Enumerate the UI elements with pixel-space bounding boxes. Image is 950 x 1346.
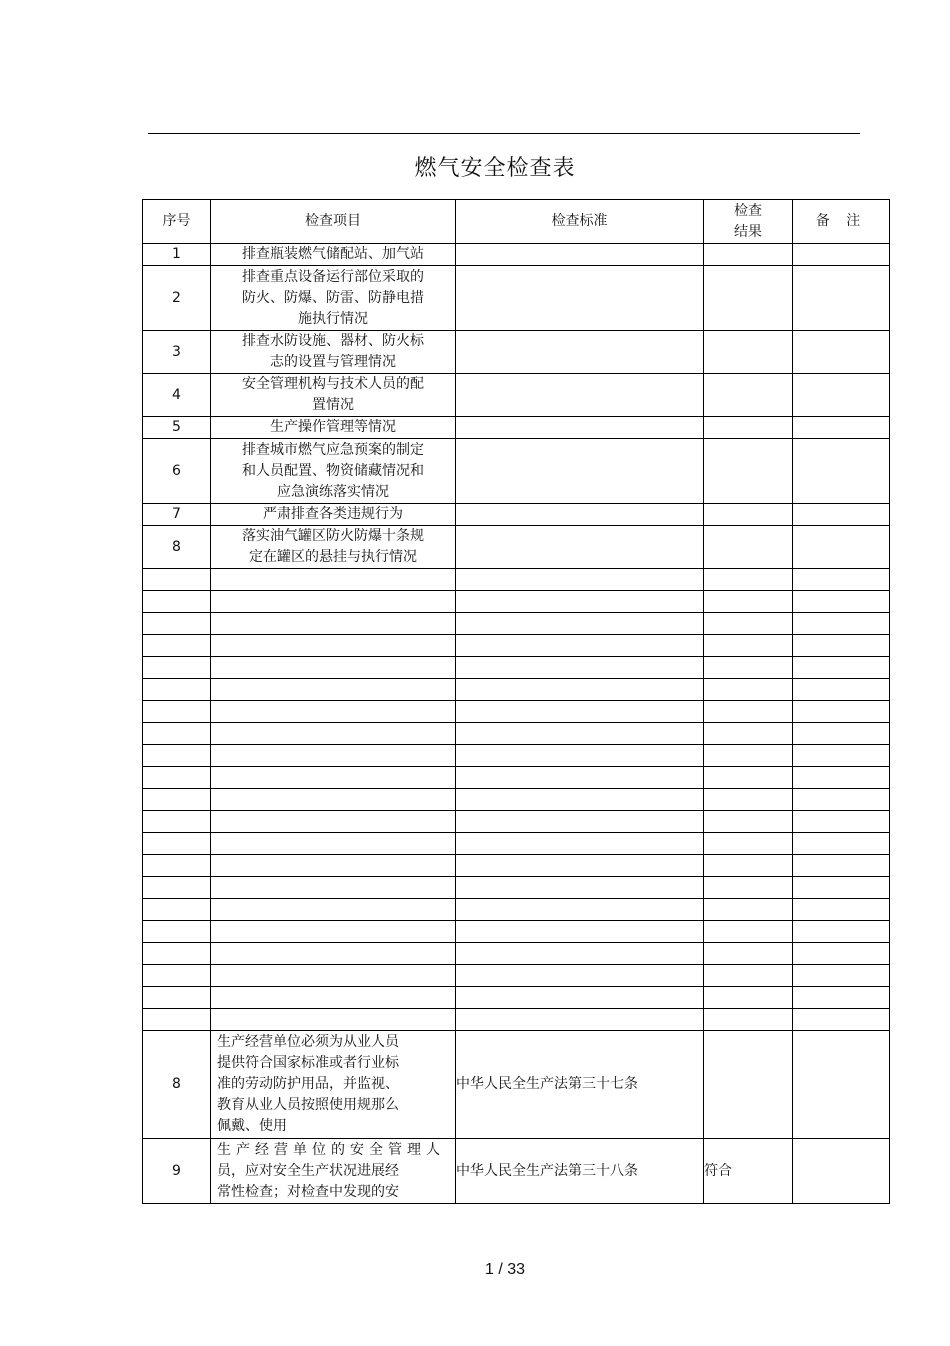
empty-cell (704, 613, 793, 635)
empty-cell (793, 833, 890, 855)
empty-cell (793, 921, 890, 943)
empty-cell (704, 1009, 793, 1031)
empty-cell (456, 833, 704, 855)
empty-cell (143, 613, 211, 635)
empty-row (143, 657, 890, 679)
empty-cell (456, 613, 704, 635)
empty-cell (456, 591, 704, 613)
inspection-standard: 中华人民全生产法第三十八条 (456, 1139, 704, 1204)
inspection-item (211, 526, 456, 569)
empty-cell (143, 811, 211, 833)
column-header-no: 序号 (143, 200, 211, 244)
inspection-item-line: 安全管理机构与技术人员的配 (242, 376, 424, 392)
inspection-item (211, 1031, 456, 1139)
column-header-result-line2: 结果 (734, 223, 762, 240)
empty-cell (456, 965, 704, 987)
empty-cell (793, 591, 890, 613)
empty-cell (793, 965, 890, 987)
page-title: 燃气安全检查表 (414, 156, 576, 181)
empty-row (143, 899, 890, 921)
empty-cell (456, 987, 704, 1009)
row-number: 3 (143, 331, 211, 374)
table-row (143, 417, 890, 439)
empty-cell (793, 811, 890, 833)
row-number: 4 (143, 374, 211, 417)
empty-cell (704, 899, 793, 921)
empty-cell (143, 679, 211, 701)
remark-cell (793, 244, 890, 266)
empty-cell (143, 855, 211, 877)
table-row (143, 374, 890, 417)
empty-cell (143, 591, 211, 613)
empty-cell (143, 899, 211, 921)
empty-cell (211, 679, 456, 701)
inspection-item-line: 置情况 (312, 397, 354, 413)
empty-cell (211, 921, 456, 943)
column-header-standard: 检查标准 (456, 200, 704, 244)
inspection-standard: 中华人民全生产法第三十七条 (456, 1031, 704, 1139)
empty-cell (456, 701, 704, 723)
empty-cell (211, 789, 456, 811)
empty-cell (143, 657, 211, 679)
column-header-result (704, 200, 793, 244)
inspection-result (704, 417, 793, 439)
inspection-result (704, 504, 793, 526)
row-number: 5 (143, 417, 211, 439)
empty-cell (143, 635, 211, 657)
remark-cell (793, 417, 890, 439)
inspection-item-line: 防火、防爆、防雷、防静电措 (242, 289, 424, 306)
table-row (143, 1139, 890, 1204)
empty-cell (143, 943, 211, 965)
inspection-item-line: 生产操作管理等情况 (270, 419, 396, 435)
empty-row (143, 591, 890, 613)
empty-cell (143, 723, 211, 745)
empty-cell (793, 877, 890, 899)
empty-cell (143, 987, 211, 1009)
empty-cell (793, 767, 890, 789)
empty-cell (211, 987, 456, 1009)
row-number: 7 (143, 504, 211, 526)
remark-cell (793, 374, 890, 417)
empty-cell (704, 987, 793, 1009)
empty-cell (211, 591, 456, 613)
row-number: 6 (143, 439, 211, 504)
inspection-item-line: 定在罐区的悬挂与执行情况 (249, 549, 417, 565)
inspection-item-line: 提供符合国家标准或者行业标 (217, 1055, 399, 1071)
column-header-remark: 备 注 (793, 200, 890, 244)
inspection-item-line: 生产经营单位必须为从业人员 (217, 1034, 399, 1050)
empty-cell (704, 789, 793, 811)
empty-row (143, 767, 890, 789)
inspection-item-line: 常性检查；对检查中发现的安 (217, 1183, 399, 1200)
inspection-result (704, 526, 793, 569)
empty-row (143, 855, 890, 877)
page-number: 1 / 33 (484, 1261, 526, 1278)
remark-cell (793, 504, 890, 526)
empty-cell (211, 811, 456, 833)
table-row (143, 504, 890, 526)
empty-cell (793, 657, 890, 679)
empty-cell (704, 723, 793, 745)
empty-cell (211, 767, 456, 789)
empty-cell (211, 965, 456, 987)
empty-cell (704, 965, 793, 987)
empty-cell (143, 877, 211, 899)
empty-cell (704, 679, 793, 701)
inspection-standard (456, 504, 704, 526)
empty-cell (143, 569, 211, 591)
remark-cell (793, 266, 890, 331)
empty-cell (211, 877, 456, 899)
inspection-result (704, 266, 793, 331)
empty-cell (456, 789, 704, 811)
empty-cell (211, 723, 456, 745)
inspection-item-line: 排查瓶装燃气储配站、加气站 (242, 246, 424, 262)
empty-cell (704, 569, 793, 591)
empty-row (143, 723, 890, 745)
empty-cell (211, 1009, 456, 1031)
row-number: 2 (143, 266, 211, 331)
empty-cell (211, 943, 456, 965)
empty-cell (704, 833, 793, 855)
inspection-item-line: 志的设置与管理情况 (270, 354, 396, 370)
row-number: 8 (143, 526, 211, 569)
empty-row (143, 745, 890, 767)
inspection-item-line: 排查水防设施、器材、防火标 (242, 333, 424, 349)
empty-cell (456, 1009, 704, 1031)
empty-row (143, 635, 890, 657)
empty-cell (793, 723, 890, 745)
inspection-item-line: 施执行情况 (298, 310, 368, 327)
inspection-item (211, 1139, 456, 1204)
empty-cell (793, 569, 890, 591)
empty-row (143, 789, 890, 811)
empty-cell (143, 789, 211, 811)
table-header-row (143, 200, 890, 244)
table-row (143, 266, 890, 331)
table-body (143, 244, 890, 1204)
inspection-item-line: 佩戴、使用 (217, 1118, 287, 1134)
table-row (143, 526, 890, 569)
empty-cell (211, 701, 456, 723)
inspection-standard (456, 331, 704, 374)
empty-row (143, 701, 890, 723)
empty-cell (704, 657, 793, 679)
empty-cell (704, 943, 793, 965)
empty-cell (456, 657, 704, 679)
inspection-result (704, 439, 793, 504)
inspection-item (211, 417, 456, 439)
empty-row (143, 943, 890, 965)
remark-cell (793, 1031, 890, 1139)
inspection-item (211, 439, 456, 504)
empty-cell (793, 987, 890, 1009)
column-header-item: 检查项目 (211, 200, 456, 244)
empty-row (143, 987, 890, 1009)
empty-cell (143, 767, 211, 789)
empty-cell (456, 899, 704, 921)
inspection-standard (456, 244, 704, 266)
empty-cell (143, 965, 211, 987)
empty-cell (143, 833, 211, 855)
empty-cell (456, 569, 704, 591)
empty-cell (704, 591, 793, 613)
empty-row (143, 965, 890, 987)
empty-cell (456, 877, 704, 899)
remark-cell (793, 439, 890, 504)
empty-row (143, 811, 890, 833)
empty-row (143, 833, 890, 855)
inspection-item (211, 266, 456, 331)
empty-cell (456, 723, 704, 745)
inspection-result (704, 244, 793, 266)
inspection-standard (456, 266, 704, 331)
row-number: 1 (143, 244, 211, 266)
empty-cell (456, 811, 704, 833)
empty-cell (793, 701, 890, 723)
inspection-item-line: 员，应对安全生产状况进展经 (217, 1162, 399, 1179)
empty-cell (143, 1009, 211, 1031)
empty-cell (793, 613, 890, 635)
inspection-item (211, 244, 456, 266)
empty-cell (704, 745, 793, 767)
empty-cell (211, 745, 456, 767)
empty-cell (211, 833, 456, 855)
empty-cell (211, 855, 456, 877)
table-row (143, 1031, 890, 1139)
empty-cell (704, 877, 793, 899)
inspection-result (704, 331, 793, 374)
empty-row (143, 613, 890, 635)
inspection-item-line: 准的劳动防护用品，并监视、 (217, 1076, 399, 1092)
row-number: 9 (143, 1139, 211, 1204)
empty-cell (211, 657, 456, 679)
inspection-item-line: 生产经营单位的安全管理人 (217, 1141, 445, 1158)
empty-cell (143, 745, 211, 767)
empty-cell (704, 921, 793, 943)
inspection-standard (456, 417, 704, 439)
column-header-result-line1: 检查 (734, 202, 762, 219)
empty-cell (793, 789, 890, 811)
table-row (143, 439, 890, 504)
inspection-result (704, 374, 793, 417)
empty-cell (456, 855, 704, 877)
inspection-item-line: 和人员配置、物资储藏情况和 (242, 462, 424, 479)
empty-cell (211, 635, 456, 657)
empty-cell (704, 811, 793, 833)
empty-cell (704, 855, 793, 877)
table-row (143, 331, 890, 374)
inspection-result: 符合 (704, 1139, 793, 1204)
empty-cell (211, 569, 456, 591)
empty-row (143, 877, 890, 899)
inspection-item-line: 严肃排查各类违规行为 (263, 506, 403, 522)
empty-cell (793, 1009, 890, 1031)
empty-cell (793, 943, 890, 965)
empty-cell (704, 767, 793, 789)
remark-cell (793, 1139, 890, 1204)
empty-cell (793, 745, 890, 767)
inspection-item (211, 331, 456, 374)
inspection-standard (456, 374, 704, 417)
inspection-item (211, 374, 456, 417)
row-number: 8 (143, 1031, 211, 1139)
empty-cell (211, 613, 456, 635)
empty-row (143, 569, 890, 591)
empty-cell (793, 899, 890, 921)
table-row (143, 244, 890, 266)
inspection-standard (456, 439, 704, 504)
inspection-item-line: 排查城市燃气应急预案的制定 (242, 441, 424, 458)
empty-row (143, 679, 890, 701)
inspection-item-line: 教育从业人员按照使用规那么 (217, 1097, 399, 1113)
inspection-item-line: 排查重点设备运行部位采取的 (242, 268, 424, 285)
empty-cell (456, 745, 704, 767)
empty-row (143, 921, 890, 943)
empty-cell (456, 635, 704, 657)
inspection-table (142, 199, 890, 1204)
empty-cell (704, 701, 793, 723)
remark-cell (793, 526, 890, 569)
empty-cell (793, 635, 890, 657)
remark-cell (793, 331, 890, 374)
empty-cell (704, 635, 793, 657)
empty-cell (793, 855, 890, 877)
inspection-item (211, 504, 456, 526)
inspection-item-line: 应急演练落实情况 (277, 483, 389, 500)
empty-cell (143, 701, 211, 723)
empty-cell (143, 921, 211, 943)
empty-cell (456, 943, 704, 965)
empty-cell (211, 899, 456, 921)
empty-cell (456, 921, 704, 943)
inspection-standard (456, 526, 704, 569)
empty-row (143, 1009, 890, 1031)
inspection-item-line: 落实油气罐区防火防爆十条规 (242, 528, 424, 544)
empty-cell (456, 679, 704, 701)
header-rule (148, 133, 860, 134)
inspection-result (704, 1031, 793, 1139)
empty-cell (793, 679, 890, 701)
empty-cell (456, 767, 704, 789)
